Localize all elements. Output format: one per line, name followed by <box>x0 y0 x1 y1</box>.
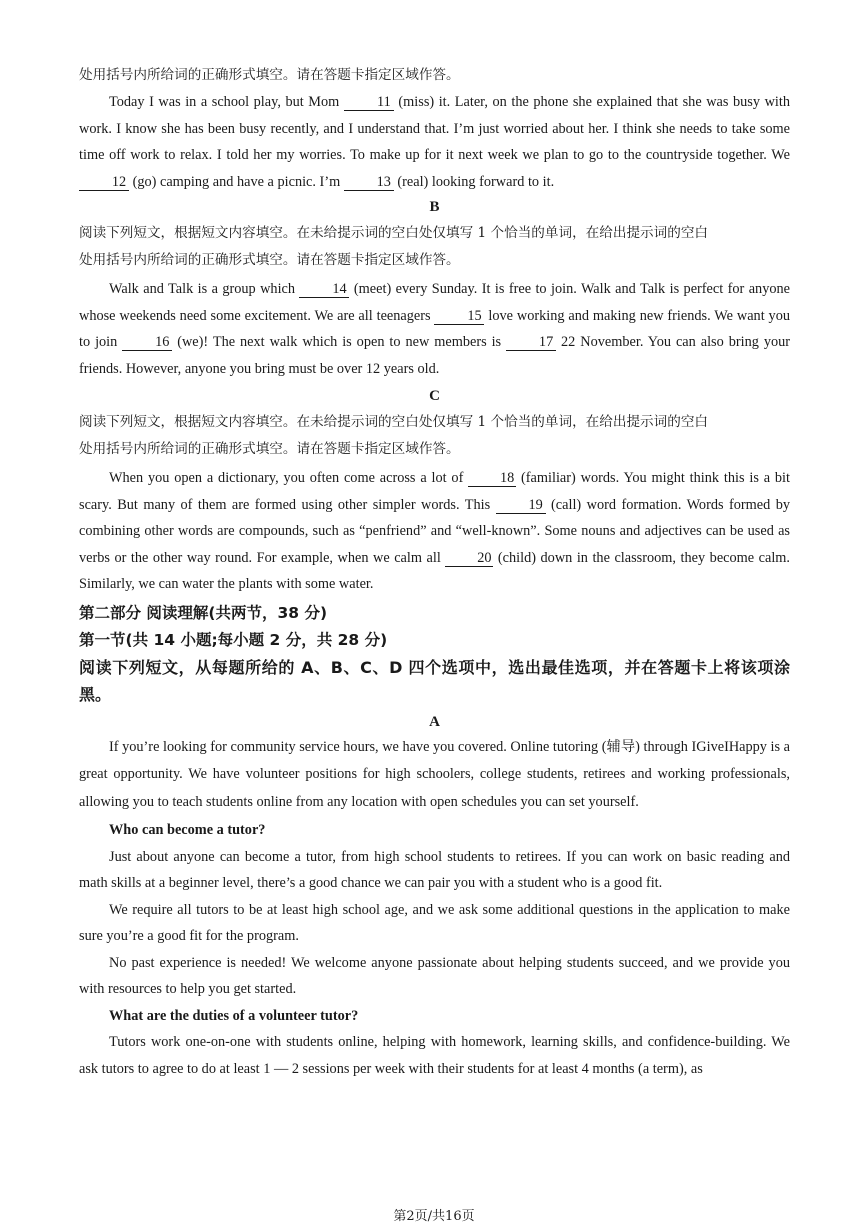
text: (go) camping and have a picnic. I’m <box>132 173 341 190</box>
section-b-passage <box>79 276 790 382</box>
part2-section1: 第一节(共 14 小题;每小题 2 分，共 28 分) <box>79 630 388 649</box>
blank-15[interactable]: 15 <box>434 308 484 325</box>
text: (miss) it. Later, on the phone she explained that she was busy with work. I know she has been busy recently, and I understand that. I’m just worried about her. I think she needs to take some time off work to relax. I told her my worries. To make up for it next week we plan to go to the countryside together. We <box>79 94 790 163</box>
instruction-tail: 处用括号内所给词的正确形式填空。请在答题卡指定区域作答。 <box>79 67 460 83</box>
text: (real) looking forward to it. <box>397 173 555 190</box>
text: (child) down in the classroom, they become calm. Similarly, we can water the plants with some water. <box>79 549 791 592</box>
section-c-instruction-2: 处用括号内所给词的正确形式填空。请在答题卡指定区域作答。 <box>79 440 460 457</box>
blank-20[interactable]: 20 <box>445 550 493 567</box>
section-b-instruction-2: 处用括号内所给词的正确形式填空。请在答题卡指定区域作答。 <box>79 251 460 268</box>
text: Today I was in a school play, but Mom <box>109 94 340 110</box>
text: 22 November. You can also bring your friends. However, anyone you bring must be over 12 years old. <box>79 334 791 377</box>
text: (familiar) words. You might think this is a bit scary. But many of them are formed using other simpler words. This <box>79 470 790 513</box>
reading-a-heading: A <box>429 713 440 730</box>
reading-a-paragraph-2: Just about anyone can become a tutor, from high school students to retirees. If you can work on basic reading and math skills at a beginner level, there’s a good chance we can pair you with a student who is a good fit. <box>79 848 790 891</box>
blank-16[interactable]: 16 <box>122 334 172 351</box>
text: love working and making new friends. We want you to join <box>79 307 791 350</box>
reading-a-subheading-1: Who can become a tutor? <box>109 822 266 838</box>
reading-a-paragraph-3: We require all tutors to be at least high school age, and we ask some additional questions in the application to make sure you’re a good fit for the program. <box>79 901 790 944</box>
reading-a-subheading-2: What are the duties of a volunteer tutor? <box>109 1007 359 1024</box>
blank-14[interactable]: 14 <box>299 281 349 298</box>
text: (we)! The next walk which is open to new members is <box>177 334 502 350</box>
reading-a-paragraph-4: No past experience is needed! We welcome anyone passionate about helping students succeed, and we provide you with resources to help you get started. <box>79 954 790 997</box>
text: Walk and Talk is a group which <box>109 281 296 297</box>
part2-instruction: 阅读下列短文，从每题所给的 A、B、C、D 四个选项中，选出最佳选项，并在答题卡上将该项涂黑。 <box>79 657 790 704</box>
section-b-instruction-1: 阅读下列短文，根据短文内容填空。在未给提示词的空白处仅填写 1 个恰当的单词，在给出提示词的空白 <box>79 225 709 241</box>
blank-17[interactable]: 17 <box>506 334 556 351</box>
section-b-heading: B <box>429 199 440 215</box>
section-c-instruction-1: 阅读下列短文，根据短文内容填空。在未给提示词的空白处仅填写 1 个恰当的单词，在给出提示词的空白 <box>79 414 709 430</box>
blank-18[interactable]: 18 <box>468 470 516 487</box>
passage-a-fill <box>79 89 790 195</box>
reading-a-paragraph-5: Tutors work one-on-one with students online, helping with homework, learning skills, and confidence-building. We ask tutors to agree to do at least 1 — 2 sessions per week with their students for at least 4 months (a term), as <box>79 1034 790 1077</box>
blank-19[interactable]: 19 <box>496 497 546 514</box>
part2-title: 第二部分 阅读理解(共两节，38 分) <box>79 603 328 622</box>
text: (meet) every Sunday. It is free to join. Walk and Talk is perfect for anyone whose weekends need some excitement. We are all teenagers <box>79 281 791 324</box>
page-footer: 第2页/共16页 <box>393 1209 475 1224</box>
section-c-passage <box>79 465 790 598</box>
text: When you open a dictionary, you often come across a lot of <box>109 470 464 486</box>
blank-11[interactable]: 11 <box>344 94 394 111</box>
text: (call) word formation. Words formed by combining other words are compounds, such as “penfriend” and “well-known”. Some nouns and adjectives can be used as verbs or the other way round. For example, when we calm all <box>79 496 790 566</box>
blank-13[interactable]: 13 <box>344 174 394 191</box>
blank-12[interactable]: 12 <box>79 174 129 191</box>
reading-a-paragraph-1: If you’re looking for community service hours, we have you covered. Online tutoring (辅导) through IGiveIHappy is a great opportunity. We have volunteer positions for high schoolers, college students, retirees and working professionals, allowing you to teach students online from any location with open schedules you can set yourself. <box>79 738 790 810</box>
section-c-heading: C <box>429 388 440 404</box>
